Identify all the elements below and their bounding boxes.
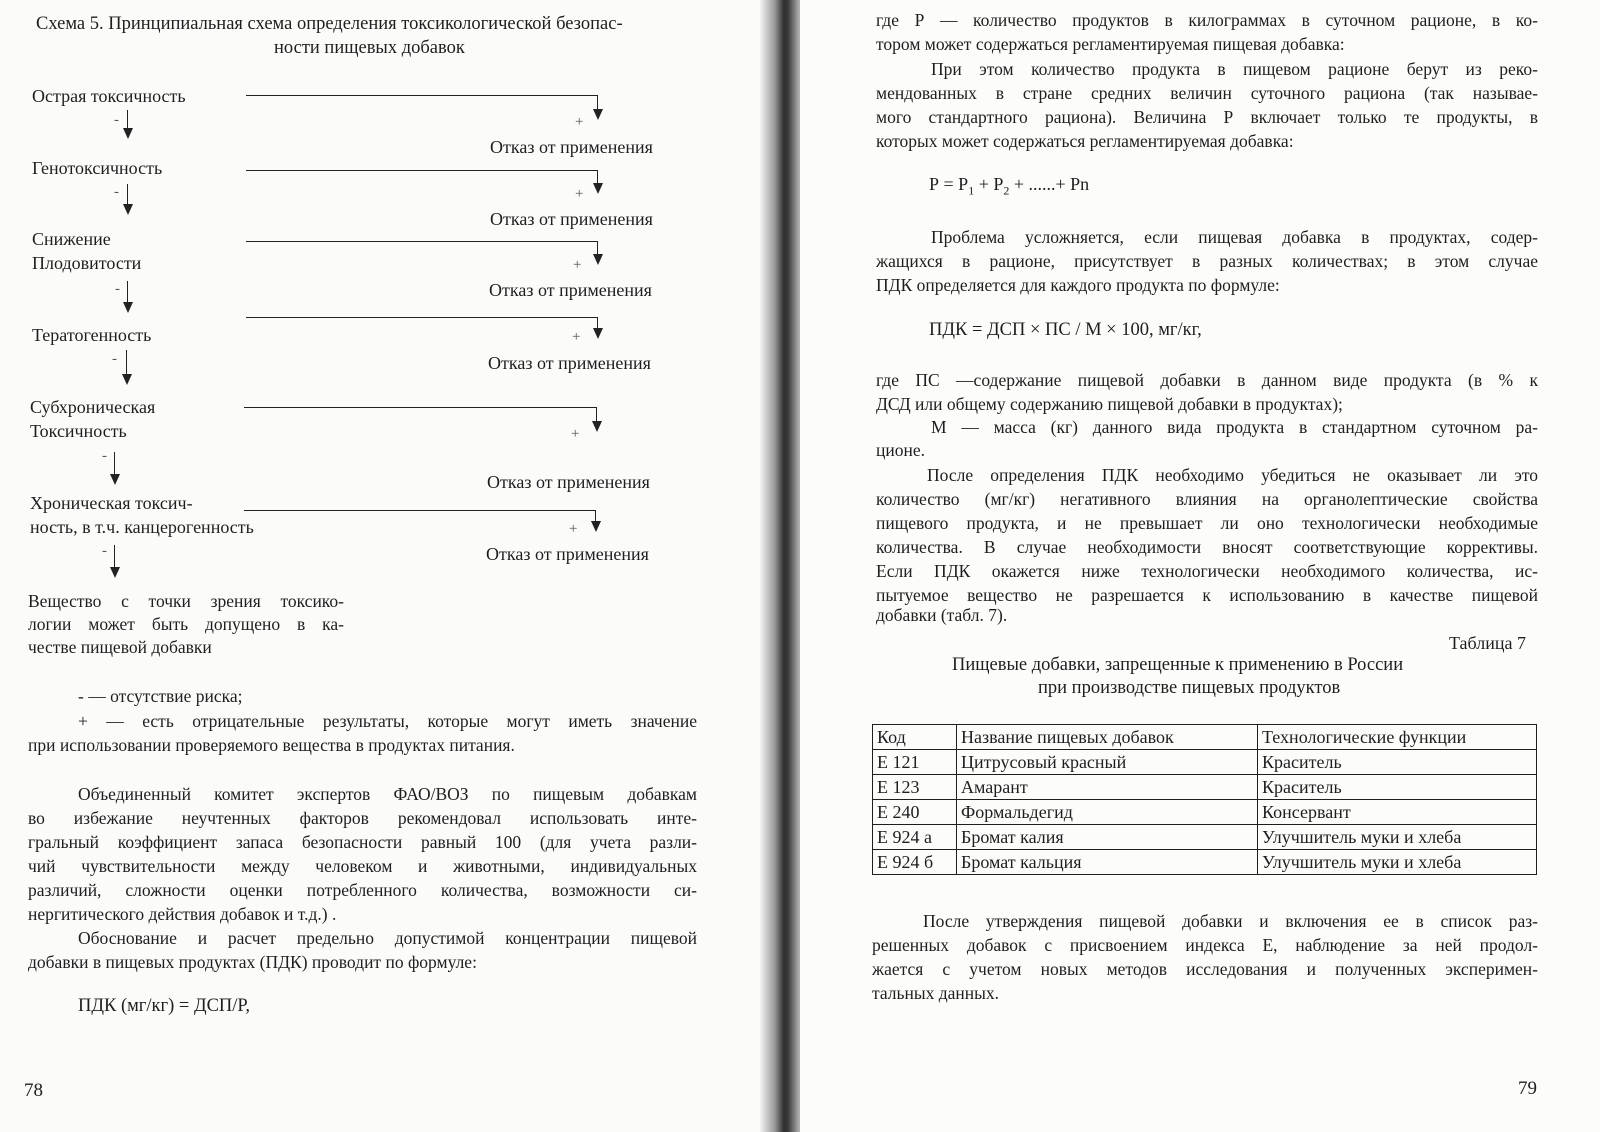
formula-part: Р = Р [929, 174, 969, 194]
paragraph-line: которых может содержаться регламентируемая добавка: [876, 131, 1294, 151]
cell-function: Краситель [1258, 750, 1537, 775]
table-row [873, 775, 1537, 800]
cell-function: Улучшитель муки и хлеба [1258, 850, 1537, 875]
flow-line [127, 110, 128, 128]
table-title-line-2: при производстве пищевых продуктов [1038, 678, 1341, 698]
right-page [800, 0, 1600, 1132]
stage-chronic-line-1: Хроническая токсич- [30, 493, 193, 513]
arrow-down-icon [123, 204, 133, 215]
header-name: Название пищевых добавок [957, 725, 1258, 750]
refusal-label: Отказ от применения [489, 280, 652, 300]
paragraph-line: количества. В случае необходимости вносят соответствующие коррективы. [876, 537, 1538, 557]
table-header-row [873, 725, 1537, 750]
paragraph-line: ДСД или общему содержанию пищевой добавки в продуктах); [876, 394, 1343, 414]
refusal-label: Отказ от применения [490, 209, 653, 229]
branch-line [246, 170, 598, 171]
stage-subchronic-line-2: Токсичность [30, 421, 127, 441]
branch-drop [596, 407, 597, 421]
paragraph-line: Проблема усложняется, если пищевая добавка в продуктах, содер- [931, 227, 1538, 247]
branch-line [244, 407, 597, 408]
header-code: Код [873, 725, 957, 750]
paragraph-line: жается с учетом новых методов исследования и полученных эксперимен- [872, 959, 1538, 979]
paragraph-line: мендованных в стране средних величин суточного рациона (так называе- [876, 83, 1538, 103]
plus-sign: + [572, 329, 581, 345]
paragraph-line: ционе. [876, 440, 925, 460]
paragraph-line: После утверждения пищевой добавки и включения ее в список раз- [923, 911, 1538, 931]
flow-line [114, 545, 115, 567]
table-row [873, 750, 1537, 775]
arrow-down-icon [593, 328, 603, 339]
paragraph-line: гральный коэффициент запаса безопасности равный 100 (для учета разли- [28, 832, 697, 852]
stage-teratogenicity: Тератогенность [32, 325, 152, 345]
stage-subchronic-line-1: Субхроническая [30, 397, 156, 417]
minus-sign: - [102, 448, 107, 464]
formula-pdk: ПДК = ДСП × ПС / М × 100, мг/кг, [929, 320, 1202, 340]
cell-name: Формальдегид [957, 800, 1258, 825]
paragraph-line: Обоснование и расчет предельно допустимой концентрации пищевой [78, 928, 697, 948]
plus-sign: + [571, 426, 580, 442]
arrow-down-icon [123, 302, 133, 313]
arrow-down-icon [592, 421, 602, 432]
flow-line [126, 350, 127, 374]
paragraph-line: где Р — количество продуктов в килограммах в суточном рационе, в ко- [876, 10, 1538, 30]
stage-fertility-line-2: Плодовитости [32, 253, 142, 273]
arrow-down-icon [593, 183, 603, 194]
paragraph-line: где ПС —содержание пищевой добавки в данном виде продукта (в % к [876, 370, 1538, 390]
branch-drop [595, 510, 596, 521]
paragraph-line: пытуемое вещество не разрешается к использованию в качестве пищевой [876, 585, 1538, 605]
minus-sign: - [102, 543, 107, 559]
plus-sign: + [573, 257, 582, 273]
arrow-down-icon [593, 109, 603, 120]
legend-minus: - — отсутствие риска; [78, 686, 243, 706]
formula-p-sum [929, 172, 1089, 203]
arrow-down-icon [591, 521, 601, 532]
refusal-label: Отказ от применения [486, 544, 649, 564]
paragraph-line: Объединенный комитет экспертов ФАО/ВОЗ по пищевым добавкам [78, 784, 697, 804]
paragraph-line: различий, сложности оценки потребленного количества, возможности си- [28, 880, 697, 900]
formula-subscript: 1 [968, 183, 975, 198]
branch-line [246, 317, 598, 318]
paragraph-line: мого стандартного рациона). Величина Р включает только те продукты, в [876, 107, 1538, 127]
minus-sign: - [114, 112, 119, 128]
stage-fertility-line-1: Снижение [32, 229, 111, 249]
stage-chronic-line-2: ность, в т.ч. канцерогенность [30, 517, 254, 537]
paragraph-line: решенных добавок с присвоением индекса Е, наблюдение за ней продол- [872, 935, 1538, 955]
formula-part: + Р [974, 174, 1004, 194]
minus-sign: - [114, 184, 119, 200]
cell-code: Е 121 [873, 750, 957, 775]
paragraph-line: жащихся в рационе, присутствует в разных количествах; в этом случае [876, 251, 1538, 271]
page-number: 78 [24, 1080, 43, 1101]
flow-line [127, 281, 128, 302]
conclusion-line-2: логии может быть допущено в ка- [28, 614, 344, 634]
paragraph-line: во избежание неучтенных факторов рекомендовал использовать инте- [28, 808, 697, 828]
cell-name: Цитрусовый красный [957, 750, 1258, 775]
arrow-down-icon [123, 128, 133, 139]
cell-name: Бромат калия [957, 825, 1258, 850]
minus-sign: - [115, 281, 120, 297]
left-page [0, 0, 770, 1132]
paragraph-line: добавки в пищевых продуктах (ПДК) проводит по формуле: [28, 952, 477, 972]
refusal-label: Отказ от применения [488, 353, 651, 373]
table-row [873, 850, 1537, 875]
cell-code: Е 924 б [873, 850, 957, 875]
branch-line [244, 510, 596, 511]
page-number: 79 [1518, 1078, 1537, 1099]
header-function: Технологические функции [1258, 725, 1537, 750]
arrow-down-icon [593, 254, 603, 265]
branch-line [246, 95, 598, 96]
table-row [873, 825, 1537, 850]
cell-code: Е 123 [873, 775, 957, 800]
cell-function: Консервант [1258, 800, 1537, 825]
paragraph-line: добавки (табл. 7). [876, 605, 1008, 625]
scheme-title-line-1: Схема 5. Принципиальная схема определения токсикологической безопас- [36, 14, 623, 34]
cell-function: Улучшитель муки и хлеба [1258, 825, 1537, 850]
paragraph-line: При этом количество продукта в пищевом рационе берут из реко- [931, 59, 1538, 79]
table-title-line-1: Пищевые добавки, запрещенные к применению в России [952, 655, 1404, 675]
arrow-down-icon [110, 474, 120, 485]
paragraph-line: ПДК определяется для каждого продукта по формуле: [876, 275, 1280, 295]
table-row [873, 800, 1537, 825]
paragraph-line: пищевого продукта, и не превышает ли оно технологически необходимые [876, 513, 1538, 533]
legend-plus-line-2: при использовании проверяемого вещества в продуктах питания. [28, 735, 515, 755]
flow-line [114, 452, 115, 474]
plus-sign: + [575, 114, 584, 130]
paragraph-line: Если ПДК окажется ниже технологически необходимого количества, ис- [876, 561, 1538, 581]
scheme-title-line-2: ности пищевых добавок [274, 38, 465, 58]
cell-name: Бромат кальция [957, 850, 1258, 875]
branch-drop [597, 95, 598, 109]
conclusion-line-3: честве пищевой добавки [28, 637, 212, 657]
plus-sign: + [569, 521, 578, 537]
refusal-label: Отказ от применения [487, 472, 650, 492]
stage-acute-toxicity: Острая токсичность [32, 86, 186, 106]
paragraph-line: После определения ПДК необходимо убедиться не оказывает ли это [927, 465, 1538, 485]
paragraph-line: чий чувствительности между человеком и животными, индивидуальных [28, 856, 697, 876]
flow-line [127, 184, 128, 204]
branch-drop [597, 170, 598, 183]
table-label: Таблица 7 [1449, 633, 1526, 653]
paragraph-line: нергитического действия добавок и т.д.) . [28, 904, 337, 924]
paragraph-line: количество (мг/кг) негативного влияния на органолептические свойства [876, 489, 1538, 509]
stage-genotoxicity: Генотоксичность [32, 158, 163, 178]
branch-drop [597, 317, 598, 328]
cell-code: Е 924 а [873, 825, 957, 850]
cell-name: Амарант [957, 775, 1258, 800]
banned-additives-table [872, 724, 1537, 875]
arrow-down-icon [110, 567, 120, 578]
paragraph-line: тором может содержаться регламентируемая пищевая добавка: [876, 34, 1345, 54]
formula-subscript: 2 [1003, 183, 1010, 198]
paragraph-line: М — масса (кг) данного вида продукта в стандартном суточном ра- [931, 417, 1538, 437]
refusal-label: Отказ от применения [490, 137, 653, 157]
legend-plus-line-1: + — есть отрицательные результаты, которые могут иметь значение [78, 711, 697, 731]
formula-part: + ......+ Рn [1009, 174, 1090, 194]
branch-drop [597, 241, 598, 254]
conclusion-line-1: Вещество с точки зрения токсико- [28, 591, 344, 611]
paragraph-line: тальных данных. [872, 983, 1000, 1003]
arrow-down-icon [122, 374, 132, 385]
branch-line [246, 241, 598, 242]
minus-sign: - [112, 351, 117, 367]
cell-code: Е 240 [873, 800, 957, 825]
cell-function: Краситель [1258, 775, 1537, 800]
formula-pdk-basic: ПДК (мг/кг) = ДСП/Р, [78, 996, 251, 1016]
plus-sign: + [575, 186, 584, 202]
